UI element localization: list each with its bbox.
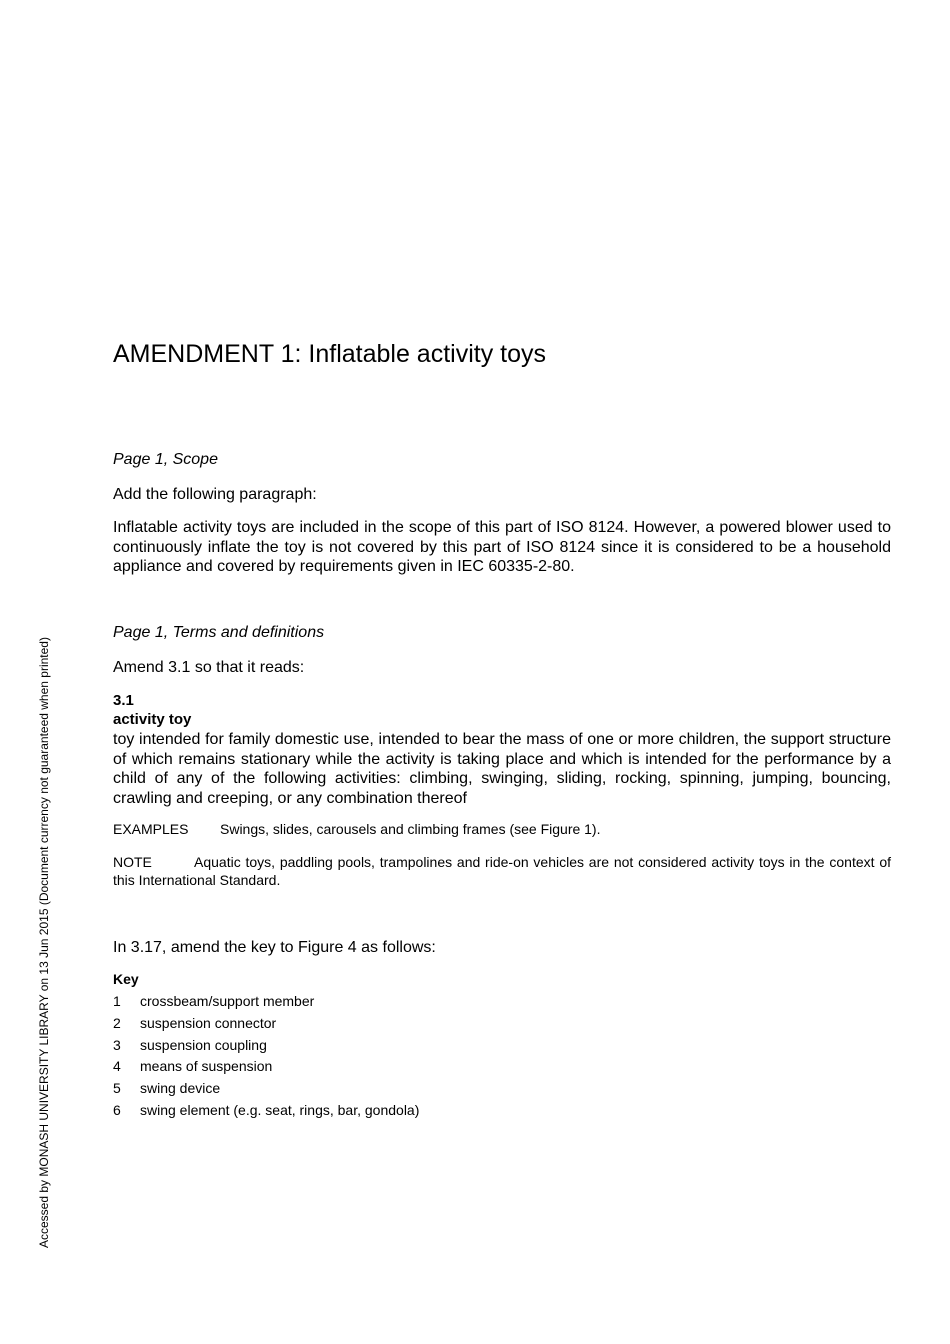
key-label: swing element (e.g. seat, rings, bar, gondola): [140, 1101, 420, 1118]
examples-text: Swings, slides, carousels and climbing frames (see Figure 1).: [220, 821, 601, 837]
key-item: [113, 993, 419, 1015]
examples-label: EXAMPLES: [113, 821, 189, 837]
terms-instruction: Amend 3.1 so that it reads:: [113, 659, 305, 676]
scope-paragraph: Inflatable activity toys are included in the scope of this part of ISO 8124. However, a powered blower used to continuously inflate the toy is not covered by this part of ISO 8124 since it is considered to be a household appliance and covered by requirements given in IEC 60335-2-80.: [113, 519, 891, 575]
document-page: [113, 0, 891, 1344]
key-title: Key: [113, 971, 139, 987]
note-block: [113, 854, 891, 889]
key-item: [113, 1037, 419, 1059]
key-label: means of suspension: [140, 1058, 273, 1075]
key-number: 5: [113, 1080, 121, 1097]
page-title: AMENDMENT 1: Inflatable activity toys: [113, 340, 547, 368]
key-label: suspension coupling: [140, 1036, 267, 1053]
key-number: 2: [113, 1014, 121, 1031]
key-label: swing device: [140, 1080, 221, 1097]
term-number: 3.1: [113, 692, 134, 709]
scope-heading: Page 1, Scope: [113, 451, 218, 468]
key-item: [113, 1102, 419, 1124]
terms-heading: Page 1, Terms and definitions: [113, 624, 325, 641]
key-number: 4: [113, 1058, 121, 1075]
key-list: [113, 993, 419, 1124]
term-definition: toy intended for family domestic use, intended to bear the mass of one or more children, the support structure of which remains stationary while the activity is taking place and which is intended for the performance by a child of any of the following activities: climbing, swinging, sliding, rocking, spinning, jumping, bouncing, crawling and creeping, or any combination thereof: [113, 731, 891, 807]
examples-block: [113, 821, 891, 839]
key-number: 6: [113, 1101, 121, 1118]
note-label: NOTE: [113, 854, 152, 870]
key-item: [113, 1015, 419, 1037]
key-number: 3: [113, 1036, 121, 1053]
key-label: crossbeam/support member: [140, 993, 315, 1009]
key-item: [113, 1080, 419, 1102]
note-text: Aquatic toys, paddling pools, trampolines and ride-on vehicles are not considered activity toys in the context of this International Standard.: [113, 854, 891, 888]
key-label: suspension connector: [140, 1014, 277, 1031]
key-item: [113, 1058, 419, 1080]
key-instruction: In 3.17, amend the key to Figure 4 as follows:: [113, 939, 436, 956]
scope-instruction: Add the following paragraph:: [113, 486, 317, 503]
key-number: 1: [113, 993, 121, 1009]
term-name: activity toy: [113, 711, 192, 728]
access-watermark: Accessed by MONASH UNIVERSITY LIBRARY on 13 Jun 2015 (Document currency not guaranteed when printed): [37, 637, 51, 1248]
